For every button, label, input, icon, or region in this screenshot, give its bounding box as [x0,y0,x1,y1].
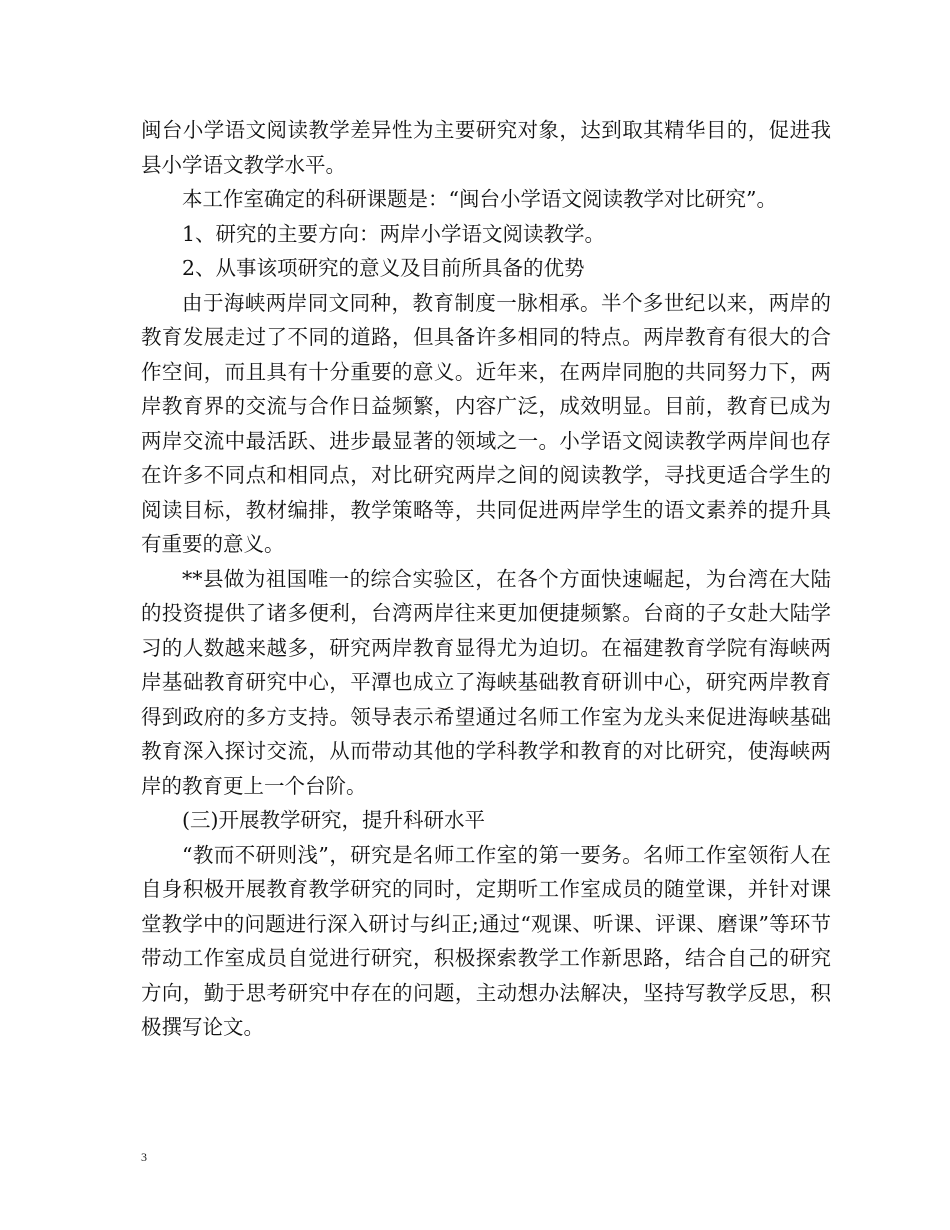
paragraph-1: 闽台小学语文阅读教学差异性为主要研究对象，达到取其精华目的，促进我县小学语文教学水平。 [141,118,831,177]
paragraph-8: “教而不研则浅”，研究是名师工作室的第一要务。名师工作室领衔人在自身积极开展教育教学研究的同时，定期听工作室成员的随堂课，并针对课堂教学中的问题进行深入研讨与纠正;通过“观课、听课、评课、磨课”等环节带动工作室成员自觉进行研究，积极探索教学工作新思路，结合自己的研究方向，勤于思考研究中存在的问题，主动想办法解决，坚持写教学反思，积极撰写论文。 [141,842,831,1039]
paragraph-4: 2、从事该项研究的意义及目前所具备的优势 [182,256,585,280]
paragraph-2: 本工作室确定的科研课题是：“闽台小学语文阅读教学对比研究”。 [182,187,777,211]
paragraph-6: **县做为祖国唯一的综合实验区，在各个方面快速崛起，为台湾在大陆的投资提供了诸多便利，台湾两岸往来更加便捷频繁。台商的子女赴大陆学习的人数越来越多，研究两岸教育显得尤为迫切。在福建教育学院有海峡两岸基础教育研究中心，平潭也成立了海峡基础教育研训中心，研究两岸教育得到政府的多方支持。领导表示希望通过名师工作室为龙头来促进海峡基础教育深入探讨交流，从而带动其他的学科教学和教育的对比研究，使海峡两岸的教育更上一个台阶。 [141,566,831,798]
document-body [141,113,831,1045]
page-number: 3 [141,1150,147,1164]
paragraph-5: 由于海峡两岸同文同种，教育制度一脉相承。半个多世纪以来，两岸的教育发展走过了不同的道路，但具备许多相同的特点。两岸教育有很大的合作空间，而且具有十分重要的意义。近年来，在两岸同胞的共同努力下，两岸教育界的交流与合作日益频繁，内容广泛，成效明显。目前，教育已成为两岸交流中最活跃、进步最显著的领域之一。小学语文阅读教学两岸间也存在许多不同点和相同点，对比研究两岸之间的阅读教学，寻找更适合学生的阅读目标，教材编排，教学策略等，共同促进两岸学生的语文素养的提升具有重要的意义。 [141,290,831,556]
paragraph-3: 1、研究的主要方向：两岸小学语文阅读教学。 [182,221,606,246]
paragraph-7: (三)开展教学研究，提升科研水平 [182,808,485,832]
